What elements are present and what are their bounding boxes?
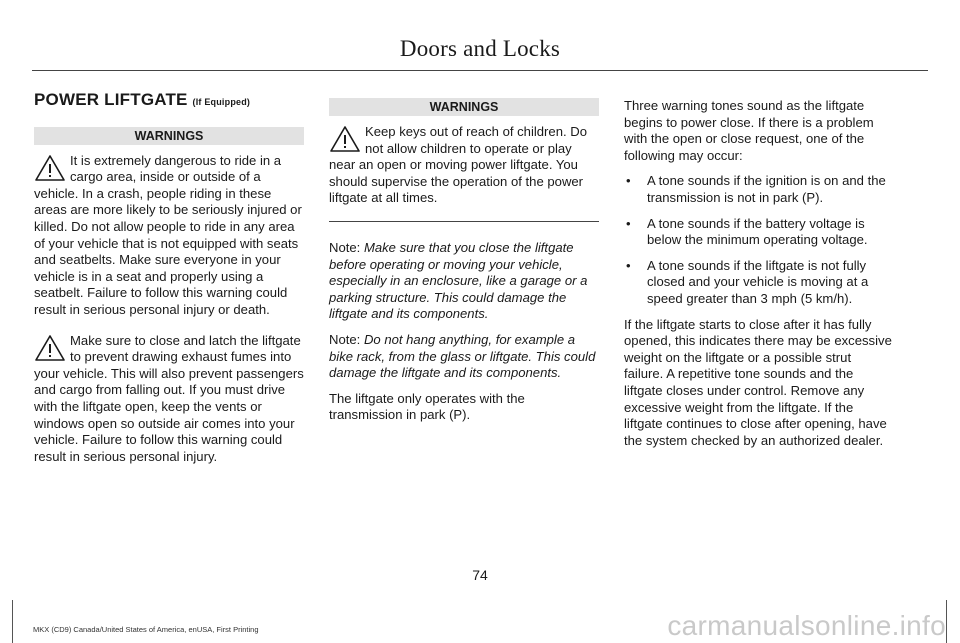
column-left xyxy=(34,92,304,479)
list-item xyxy=(624,173,894,206)
header-rule xyxy=(32,70,928,71)
list-item xyxy=(624,216,894,249)
warning-item xyxy=(329,124,599,207)
note-label: Note: xyxy=(329,239,361,255)
bullet-list xyxy=(624,173,894,307)
list-item-text: A tone sounds if the liftgate is not fully closed and your vehicle is moving at a speed greater than 3 mph (5 km/h). xyxy=(647,257,869,306)
section-qualifier: (If Equipped) xyxy=(192,97,251,107)
section-title-text: POWER LIFTGATE xyxy=(34,90,188,109)
list-item xyxy=(624,258,894,308)
warnings-header: WARNINGS xyxy=(329,98,599,116)
bullet-icon: • xyxy=(626,215,631,231)
page-header-title: Doors and Locks xyxy=(399,36,561,61)
note-paragraph xyxy=(329,240,599,323)
body-paragraph: The liftgate only operates with the transmission in park (P). xyxy=(329,390,525,423)
watermark: carmanualsonline.info xyxy=(667,610,946,641)
warning-item xyxy=(34,333,304,466)
page-number: 74 xyxy=(472,567,488,583)
warnings-divider xyxy=(329,221,599,222)
section-title xyxy=(34,92,304,111)
column-right xyxy=(624,98,894,458)
list-item-text: A tone sounds if the battery voltage is below the minimum operating voltage. xyxy=(647,215,868,248)
crop-mark xyxy=(12,600,13,643)
crop-mark xyxy=(946,600,947,643)
warnings-header: WARNINGS xyxy=(34,127,304,145)
warning-triangle-icon xyxy=(34,153,68,183)
column-middle xyxy=(329,98,599,433)
note-paragraph xyxy=(329,332,599,382)
warning-text: Make sure to close and latch the liftgate to prevent drawing exhaust fumes into your vehicle. This will also prevent passengers and cargo from falling out. If you must drive with the liftgate open, keep the vents or windows open so outside air comes into your vehicle. Failure to follow this warning could result in serious personal injury. xyxy=(34,332,304,464)
warning-text: It is extremely dangerous to ride in a cargo area, inside or outside of a vehicle. In a crash, people riding in these areas are more likely to be seriously injured or killed. Do not allow people to ride in any area of your vehicle that is not equipped with seats and seatbelts. Make sure everyone in your vehicle is in a seat and properly using a seatbelt. Failure to follow this warning could result in serious personal injury or death. xyxy=(34,152,302,317)
list-item-text: A tone sounds if the ignition is on and the transmission is not in park (P). xyxy=(647,173,886,205)
warning-item xyxy=(34,153,304,319)
bullet-icon: • xyxy=(626,257,631,273)
body-paragraph: If the liftgate starts to close after it has fully opened, this indicates there may be excessive weight on the liftgate or a possible strut failure. A repetitive tone sounds and the liftgate closes under control. Remove any excessive weight from the liftgate. If the liftgate continues to close after opening, have the system checked by an authorized dealer. xyxy=(624,316,892,448)
warning-triangle-icon xyxy=(329,124,363,154)
body-paragraph: Three warning tones sound as the liftgate begins to power close. If there is a problem with the open or close request, one of the following may occur: xyxy=(624,98,874,163)
note-text: Do not hang anything, for example a bike rack, from the glass or liftgate. This could damage the liftgate and its components. xyxy=(329,331,596,381)
document-info: MKX (CD9) Canada/United States of America, enUSA, First Printing xyxy=(33,625,259,634)
warning-text: Keep keys out of reach of children. Do not allow children to operate or play near an open or moving power liftgate. You should supervise the operation of the power liftgate at all times. xyxy=(329,124,587,206)
warning-triangle-icon xyxy=(34,333,68,363)
note-label: Note: xyxy=(329,331,361,347)
bullet-icon: • xyxy=(626,173,631,189)
note-text: Make sure that you close the liftgate before operating or moving your vehicle, especially in an enclosure, like a garage or a parking structure. This could damage the liftgate and its components. xyxy=(329,239,588,322)
